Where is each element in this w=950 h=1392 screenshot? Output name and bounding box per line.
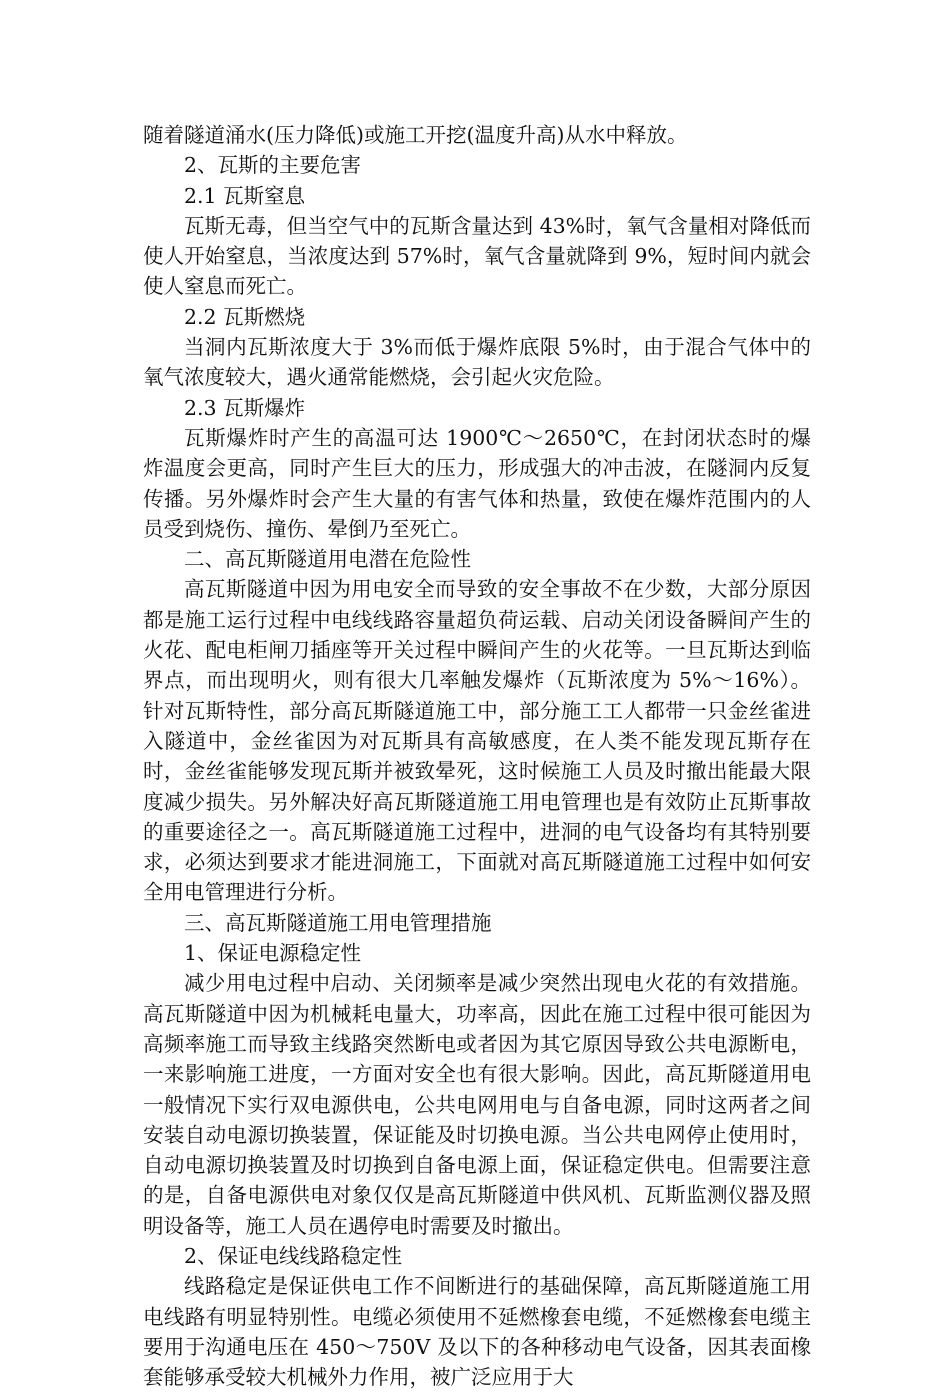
subsection-heading-suffocation: 2.1 瓦斯窒息 — [184, 183, 306, 208]
subsection-heading-explosion: 2.3 瓦斯爆炸 — [184, 395, 306, 420]
paragraph-combustion: 当洞内瓦斯浓度大于 3%而低于爆炸底限 5%时，由于混合气体中的氧气浓度较大，遇火通常能燃烧，会引起火灾危险。 — [143, 335, 811, 390]
subsection-heading-combustion: 2.2 瓦斯燃烧 — [184, 304, 306, 329]
paragraph-explosion: 瓦斯爆炸时产生的高温可达 1900℃～2650℃，在封闭状态时的爆炸温度会更高，同时产生巨大的压力，形成强大的冲击波，在隧洞内反复传播。另外爆炸时会产生大量的有害气体和热量，致使在爆炸范围内的人员受到烧伤、撞伤、晕倒乃至死亡。 — [143, 425, 811, 541]
document-body — [143, 120, 811, 1392]
paragraph-power-stability: 减少用电过程中启动、关闭频率是减少突然出现电火花的有效措施。高瓦斯隧道中因为机械耗电量大，功率高，因此在施工过程中很可能因为高频率施工而导致主线路突然断电或者因为其它原因导致公共电源断电，一来影响施工进度，一方面对安全也有很大影响。因此，高瓦斯隧道用电一般情况下实行双电源供电，公共电网用电与自备电源，同时这两者之间安装自动电源切换装置，保证能及时切换电源。当公共电网停止使用时，自动电源切换装置及时切换到自备电源上面，保证稳定供电。但需要注意的是，自备电源供电对象仅仅是高瓦斯隧道中供风机、瓦斯监测仪器及照明设备等，施工人员在遇停电时需要及时撤出。 — [143, 971, 811, 1238]
paragraph-electrical-risk: 高瓦斯隧道中因为用电安全而导致的安全事故不在少数，大部分原因都是施工运行过程中电线线路容量超负荷运载、启动关闭设备瞬间产生的火花、配电柜闸刀插座等开关过程中瞬间产生的火花等。一旦瓦斯达到临界点，而出现明火，则有很大几率触发爆炸（瓦斯浓度为 5%～16%）。针对瓦斯特性，部分高瓦斯隧道施工中，部分施工工人都带一只金丝雀进入隧道中，金丝雀因为对瓦斯具有高敏感度，在人类不能发现瓦斯存在时，金丝雀能够发现瓦斯并被致晕死，这时候施工人员及时撤出能最大限度减少损失。另外解决好高瓦斯隧道施工用电管理也是有效防止瓦斯事故的重要途径之一。高瓦斯隧道施工过程中，进洞的电气设备均有其特别要求，必须达到要求才能进洞施工，下面就对高瓦斯隧道施工过程中如何安全用电管理进行分析。 — [143, 577, 811, 905]
subsection-heading-line-stability: 2、保证电线线路稳定性 — [184, 1243, 403, 1268]
section-heading-management-measures: 三、高瓦斯隧道施工用电管理措施 — [184, 910, 492, 935]
section-heading-main-hazards: 2、瓦斯的主要危害 — [184, 153, 362, 178]
subsection-heading-power-stability: 1、保证电源稳定性 — [184, 941, 362, 966]
paragraph-continuation: 随着隧道涌水(压力降低)或施工开挖(温度升高)从水中释放。 — [143, 123, 688, 147]
paragraph-line-stability: 线路稳定是保证供电工作不间断进行的基础保障，高瓦斯隧道施工用电线路有明显特别性。电缆必须使用不延燃橡套电缆，不延燃橡套电缆主要用于沟通电压在 450～750V 及以下的各种移动电气设备，因其表面橡套能够承受较大机械外力作用，被广泛应用于大 — [143, 1274, 811, 1390]
section-heading-electrical-risk: 二、高瓦斯隧道用电潜在危险性 — [184, 547, 471, 572]
paragraph-suffocation: 瓦斯无毒，但当空气中的瓦斯含量达到 43%时，氧气含量相对降低而使人开始窒息，当浓度达到 57%时，氧气含量就降到 9%，短时间内就会使人窒息而死亡。 — [143, 213, 811, 299]
